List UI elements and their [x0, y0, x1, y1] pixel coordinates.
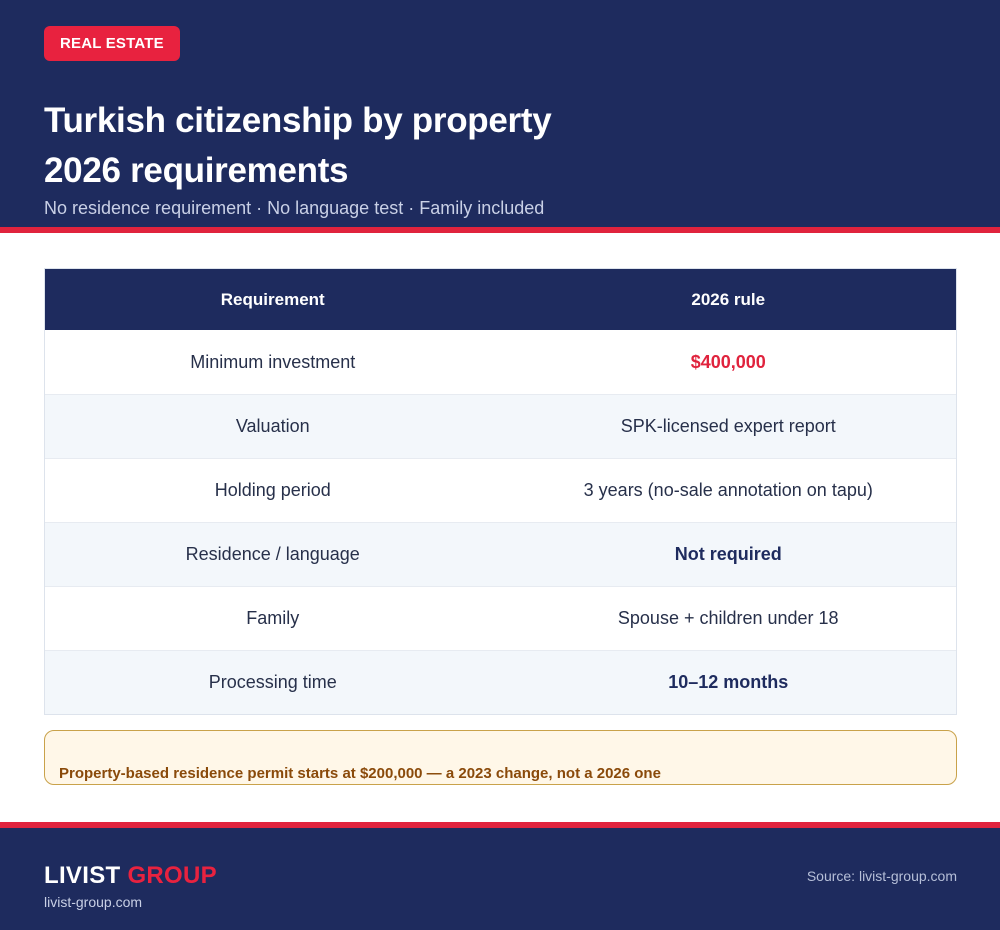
- page-title: [44, 96, 551, 196]
- requirements-table: [44, 268, 957, 715]
- website-link[interactable]: livist-group.com: [44, 894, 143, 910]
- brand-logo: [44, 862, 217, 890]
- footer: [0, 828, 1000, 930]
- header-banner: [0, 0, 1000, 227]
- table-row: [45, 586, 956, 650]
- title-line-2: 2026 requirements: [44, 151, 349, 190]
- header-accent-stripe: [0, 227, 1000, 233]
- requirement-cell: Valuation: [235, 416, 310, 436]
- rule-cell: $400,000: [690, 351, 766, 372]
- rule-cell: SPK-licensed expert report: [620, 416, 836, 436]
- title-line-1: Turkish citizenship by property: [44, 101, 552, 140]
- rule-cell: Spouse + children under 18: [617, 608, 839, 628]
- column-header-requirement: Requirement: [220, 289, 325, 309]
- table-row: [45, 394, 956, 458]
- rule-cell: 10–12 months: [668, 672, 789, 692]
- rule-cell: 3 years (no-sale annotation on tapu): [583, 480, 873, 500]
- requirement-cell: Family: [246, 608, 300, 628]
- requirement-cell: Holding period: [214, 480, 331, 500]
- table-row: [45, 522, 956, 586]
- requirement-cell: Residence / language: [185, 544, 360, 564]
- table-row: [45, 458, 956, 522]
- callout-note-text: Property-based residence permit starts at $200,000 — a 2023 change, not a 2026 one: [59, 765, 661, 782]
- requirement-cell: Minimum investment: [190, 351, 356, 372]
- table-row: [45, 330, 956, 394]
- callout-note: [44, 730, 957, 785]
- column-header-rule: 2026 rule: [691, 289, 766, 309]
- rule-cell: Not required: [674, 544, 782, 564]
- requirement-cell: Processing time: [208, 672, 337, 692]
- table-row: [45, 650, 956, 714]
- table-body: [45, 330, 956, 714]
- category-badge: REAL ESTATE: [44, 26, 180, 61]
- brand-name-secondary: GROUP: [127, 862, 217, 889]
- table-header: [45, 269, 956, 330]
- page-subtitle: No residence requirement · No language test · Family included: [44, 198, 545, 218]
- source-credit: Source: livist-group.com: [806, 868, 957, 884]
- brand-name-primary: LIVIST: [44, 862, 121, 889]
